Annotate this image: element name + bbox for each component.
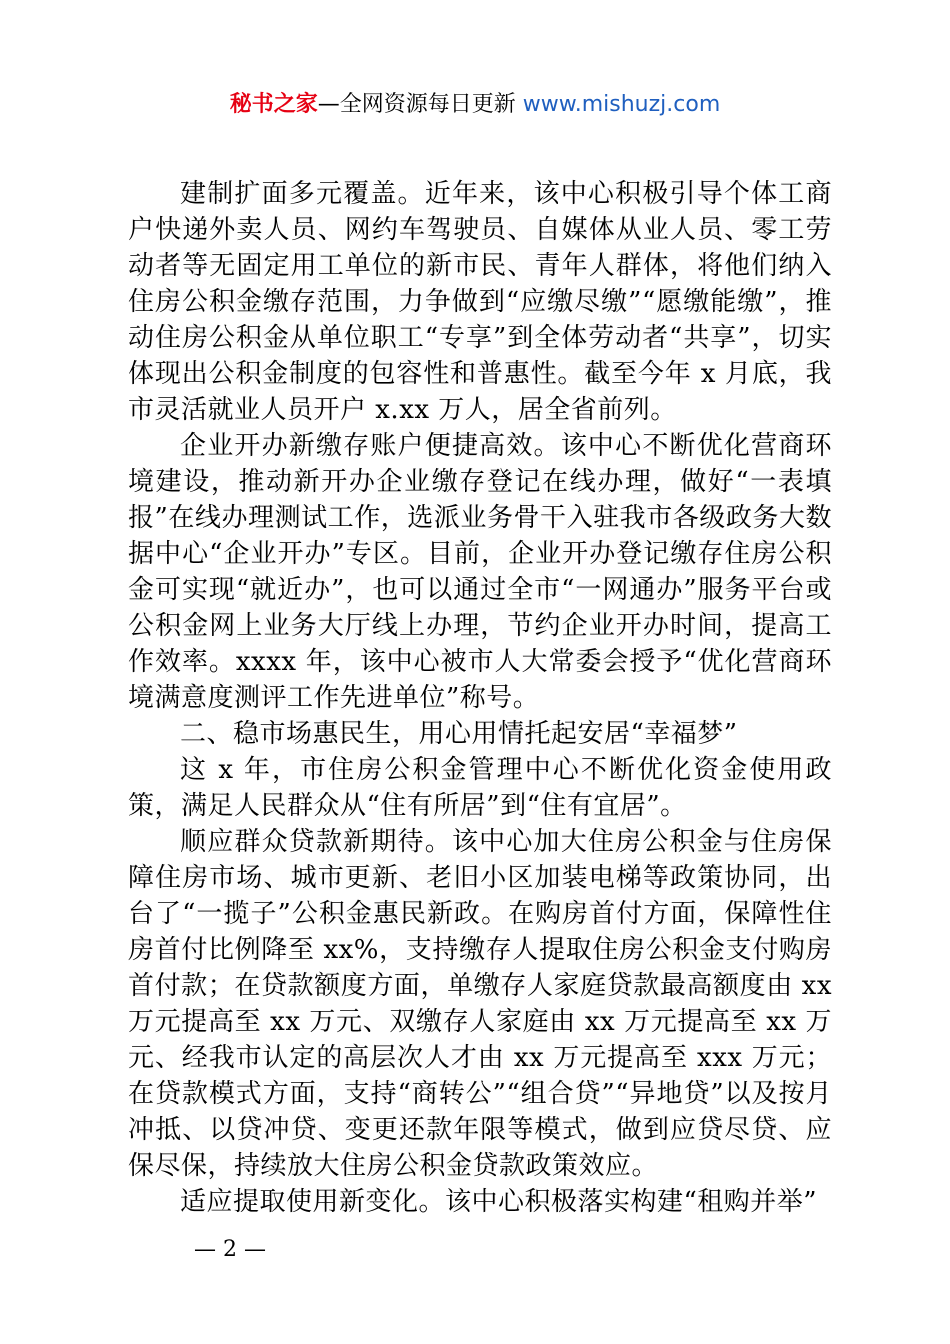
page-number: — 2 — <box>194 1237 266 1262</box>
website-link[interactable]: www.mishuzj.com <box>522 92 721 117</box>
paragraph-coverage: 建制扩面多元覆盖。近年来，该中心积极引导个体工商户快递外卖人员、网约车驾驶员、自媒体从业人员、零工劳动者等无固定用工单位的新市民、青年人群体，将他们纳入住房公积金缴存范围，力争做到“应缴尽缴”“愿缴能缴”，推动住房公积金从单位职工“专享”到全体劳动者“共享”，切实体现出公积金制度的包容性和普惠性。截至今年 x 月底，我市灵活就业人员开户 x.xx 万人，居全省前列。 <box>128 179 832 425</box>
paragraph-section-intro: 这 x 年，市住房公积金管理中心不断优化资金使用政策，满足人民群众从“住有所居”到“住有宜居”。 <box>128 755 832 821</box>
brand-name: 秘书之家 <box>229 92 318 117</box>
paragraph-enterprise-accounts: 企业开办新缴存账户便捷高效。该中心不断优化营商环境建设，推动新开办企业缴存登记在线办理，做好“一表填报”在线办理测试工作，选派业务骨干入驻我市各级政务大数据中心“企业开办”专区。目前，企业开办登记缴存住房公积金可实现“就近办”，也可以通过全市“一网通办”服务平台或公积金网上业务大厅线上办理，节约企业开办时间，提高工作效率。xxxx 年，该中心被市人大常委会授予“优化营商环境满意度测评工作先进单位”称号。 <box>128 431 832 713</box>
paragraph-loans: 顺应群众贷款新期待。该中心加大住房公积金与住房保障住房市场、城市更新、老旧小区加装电梯等政策协同，出台了“一揽子”公积金惠民新政。在购房首付方面，保障性住房首付比例降至 xx%，支持缴存人提取住房公积金支付购房首付款；在贷款额度方面，单缴存人家庭贷款最高额度由 xx 万元提高至 xx 万元、双缴存人家庭由 xx 万元提高至 xx 万元、经我市认定的高层次人才由 xx 万元提高至 xxx 万元；在贷款模式方面，支持“商转公”“组合贷”“异地贷”以及按月冲抵、以贷冲贷、变更还款年限等模式，做到应贷尽贷、应保尽保，持续放大住房公积金贷款政策效应。 <box>128 827 832 1181</box>
header-slogan: —全网资源每日更新 <box>317 92 523 117</box>
site-header <box>0 90 950 120</box>
section-heading-2: 二、稳市场惠民生，用心用情托起安居“幸福梦” <box>180 719 738 749</box>
document-body <box>128 176 832 1220</box>
paragraph-withdrawals: 适应提取使用新变化。该中心积极落实构建“租购并举” <box>180 1187 818 1217</box>
